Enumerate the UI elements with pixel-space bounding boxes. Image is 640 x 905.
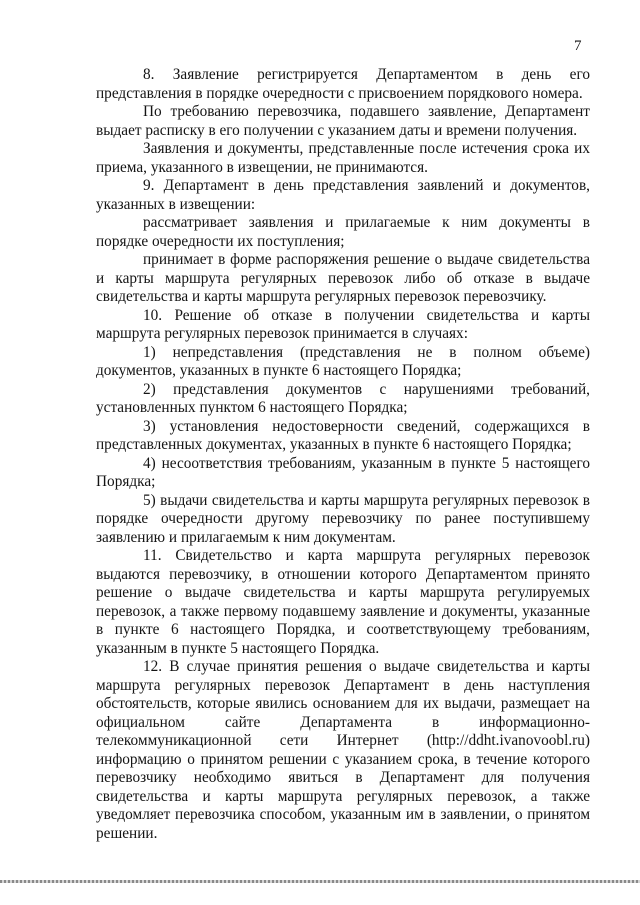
paragraph-9-review: рассматривает заявления и прилагаемые к ним документы в порядке очередности их поступления; bbox=[96, 214, 590, 250]
paragraph-8: 8. Заявление регистрируется Департаментом в день его представления в порядке очередности с присвоением порядкового номера. bbox=[96, 66, 590, 102]
paragraph-10: 10. Решение об отказе в получении свидетельства и карты маршрута регулярных перевозок принимается в случаях: bbox=[96, 306, 590, 342]
paragraph-10-item-3: 3) установления недостоверности сведений, содержащихся в представленных документах, указанных в пункте 6 настоящего Порядка; bbox=[96, 417, 590, 453]
paragraph-10-item-4: 4) несоответствия требованиям, указанным в пункте 5 настоящего Порядка; bbox=[96, 454, 590, 490]
scan-bottom-edge bbox=[0, 880, 640, 883]
paragraph-9-decision: принимает в форме распоряжения решение о выдаче свидетельства и карты маршрута регулярных перевозок либо об отказе в выдаче свидетельства и карты маршрута регулярных перевозок перевозчику. bbox=[96, 251, 590, 305]
paragraph-receipt: По требованию перевозчика, подавшего заявление, Департамент выдает расписку в его получении с указанием даты и времени получения. bbox=[96, 103, 590, 139]
paragraph-9: 9. Департамент в день представления заявлений и документов, указанных в извещении: bbox=[96, 177, 590, 213]
document-body bbox=[96, 66, 590, 843]
page-number: 7 bbox=[574, 38, 582, 54]
paragraph-10-item-5: 5) выдачи свидетельства и карты маршрута регулярных перевозок в порядке очередности другому перевозчику по ранее поступившему заявлению и прилагаемым к ним документам. bbox=[96, 491, 590, 546]
paragraph-10-item-1: 1) непредставления (представления не в полном объеме) документов, указанных в пункте 6 настоящего Порядка; bbox=[96, 343, 590, 379]
paragraph-10-item-2: 2) представления документов с нарушениями требований, установленных пунктом 6 настоящего Порядка; bbox=[96, 380, 590, 416]
paragraph-late-submissions: Заявления и документы, представленные после истечения срока их приема, указанного в извещении, не принимаются. bbox=[96, 140, 590, 176]
paragraph-12: 12. В случае принятия решения о выдаче свидетельства и карты маршрута регулярных перевозок Департамент в день наступления обстоятельств, которые явились основанием для их выдачи, размещает на официальном сайте Департамента в информационно-телекоммуникационной сети Интернет (http://ddht.ivanovoobl.ru) информацию о принятом решении с указанием срока, в течение которого перевозчику необходимо явиться в Департамент для получения свидетельства и карты маршрута регулярных перевозок, а также уведомляет перевозчика способом, указанным им в заявлении, о принятом решении. bbox=[96, 658, 590, 842]
paragraph-11: 11. Свидетельство и карта маршрута регулярных перевозок выдаются перевозчику, в отношении которого Департаментом принято решение о выдаче свидетельства и карты маршрута регулируемых перевозок, а также первому подавшему заявление и документы, указанные в пункте 6 настоящего Порядка, и соответствующему требованиям, указанным в пункте 5 настоящего Порядка. bbox=[96, 547, 590, 657]
